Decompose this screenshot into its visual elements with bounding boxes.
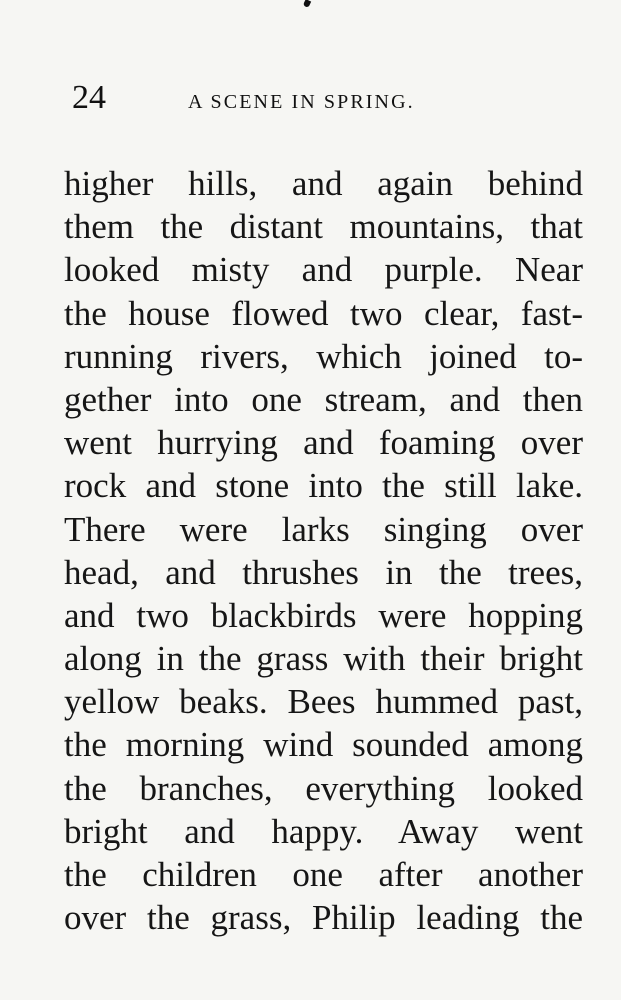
text-line: head, and thrushes in the trees, <box>64 552 583 592</box>
text-line: the branches, everything looked <box>64 768 583 808</box>
running-head <box>72 78 572 122</box>
page-number: 24 <box>72 79 106 116</box>
text-line: higher hills, and again behind <box>64 164 583 203</box>
text-line: went hurrying and foaming over <box>64 423 583 463</box>
text-line: bright and happy. Away went <box>64 811 583 851</box>
text-line: the house flowed two clear, fast- <box>64 293 583 333</box>
text-line: running rivers, which joined to- <box>64 336 583 376</box>
text-line: looked misty and purple. Near <box>64 250 583 290</box>
text-line: and two blackbirds were hopping <box>64 595 583 635</box>
text-line: There were larks singing over <box>64 509 583 549</box>
ink-mark <box>303 0 311 8</box>
text-line: along in the grass with their bright <box>64 639 583 679</box>
text-line: the children one after another <box>64 855 583 894</box>
body-text <box>64 162 583 939</box>
text-line: the morning wind sounded among <box>64 725 583 765</box>
text-line: yellow beaks. Bees hummed past, <box>64 682 583 722</box>
text-line: gether into one stream, and then <box>64 379 583 419</box>
text-line: over the grass, Philip leading the <box>64 898 583 938</box>
text-line: them the distant mountains, that <box>64 207 583 247</box>
text-line: rock and stone into the still lake. <box>64 466 583 506</box>
running-title: A SCENE IN SPRING. <box>188 91 415 113</box>
